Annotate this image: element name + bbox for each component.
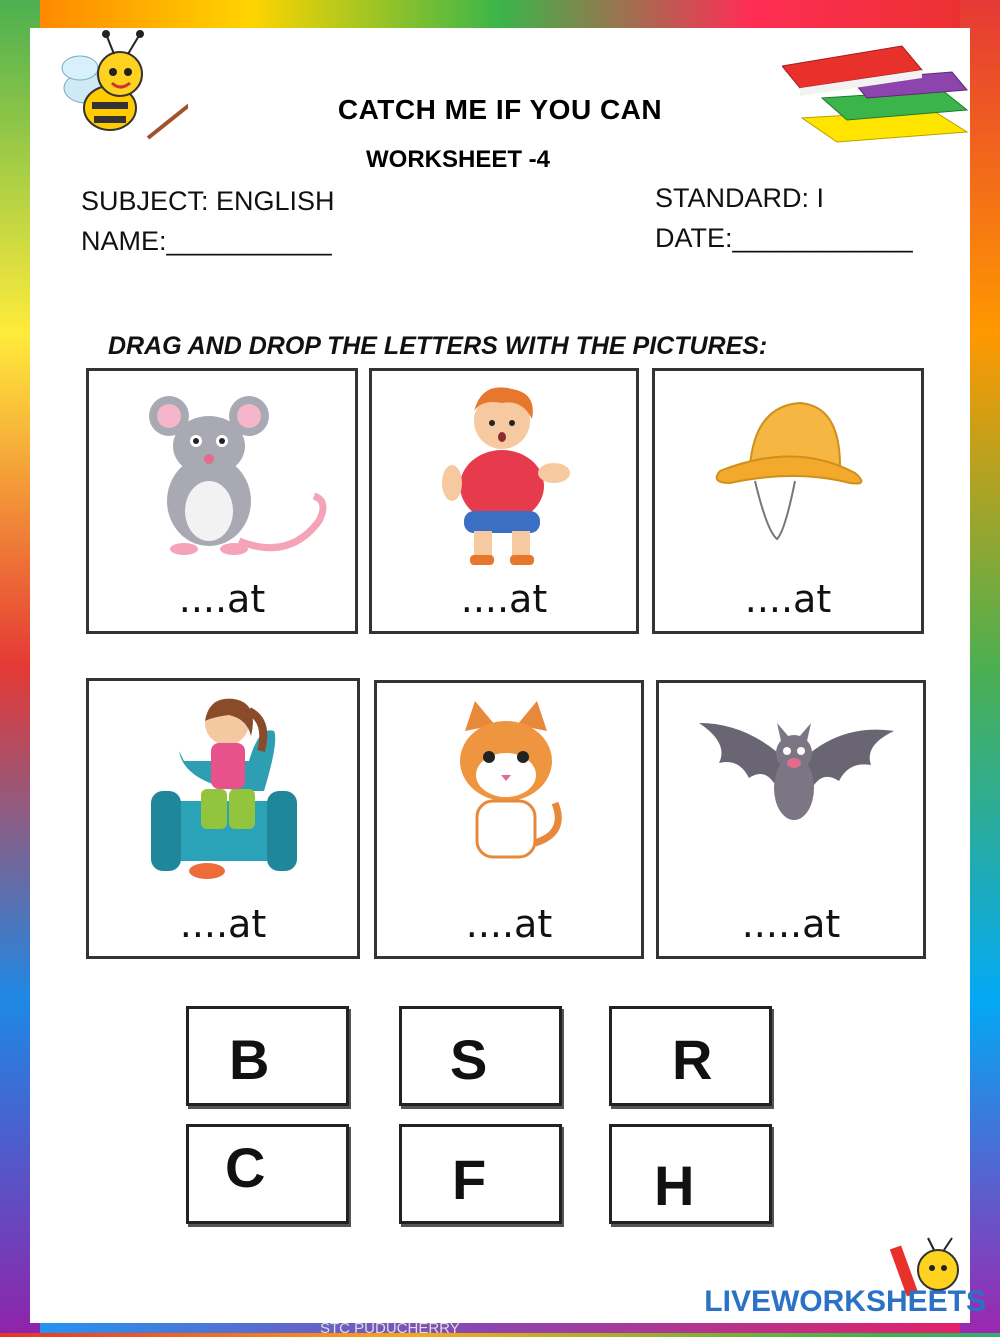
letter-tile-r[interactable]: R [609,1006,772,1106]
word-blank: ....at [465,902,553,946]
instruction-text: DRAG AND DROP THE LETTERS WITH THE PICTURES: [108,332,768,360]
standard-label: STANDARD: I [655,183,825,213]
letter-tile-f[interactable]: F [399,1124,562,1224]
letter-tile-h[interactable]: H [609,1124,772,1224]
worksheet-number: WORKSHEET -4 [366,146,551,173]
name-field: NAME:___________ [81,226,332,256]
picture-card-sat[interactable] [86,678,360,959]
word-blank: ....at [744,577,832,621]
letter-tile-b[interactable]: B [186,1006,349,1106]
rat-icon [89,371,355,571]
liveworksheets-logo[interactable]: LIVEWORKSHEETS [704,1285,986,1318]
worksheet-title: CATCH ME IF YOU CAN [337,94,663,125]
girl-in-chair-icon [89,681,357,901]
bee-icon [48,28,188,148]
letter-tile-c[interactable]: C [186,1124,349,1224]
cat-icon [377,683,641,883]
word-blank: ....at [178,577,266,621]
fat-boy-icon [372,371,636,581]
picture-card-hat[interactable] [652,368,924,634]
picture-card-bat[interactable] [656,680,926,959]
word-blank: ....at [460,577,548,621]
subject-label: SUBJECT: ENGLISH [81,186,335,216]
school-name: STC PUDUCHERRY [320,1320,460,1337]
letter-tile-s[interactable]: S [399,1006,562,1106]
picture-card-rat[interactable] [86,368,358,634]
word-blank: ....at [179,902,267,946]
hat-icon [655,371,921,571]
word-blank: .....at [741,902,841,946]
bat-icon [659,683,923,883]
picture-card-cat[interactable] [374,680,644,959]
picture-card-fat[interactable] [369,368,639,634]
date-field: DATE:____________ [655,223,913,253]
worksheet-page [30,28,970,1323]
